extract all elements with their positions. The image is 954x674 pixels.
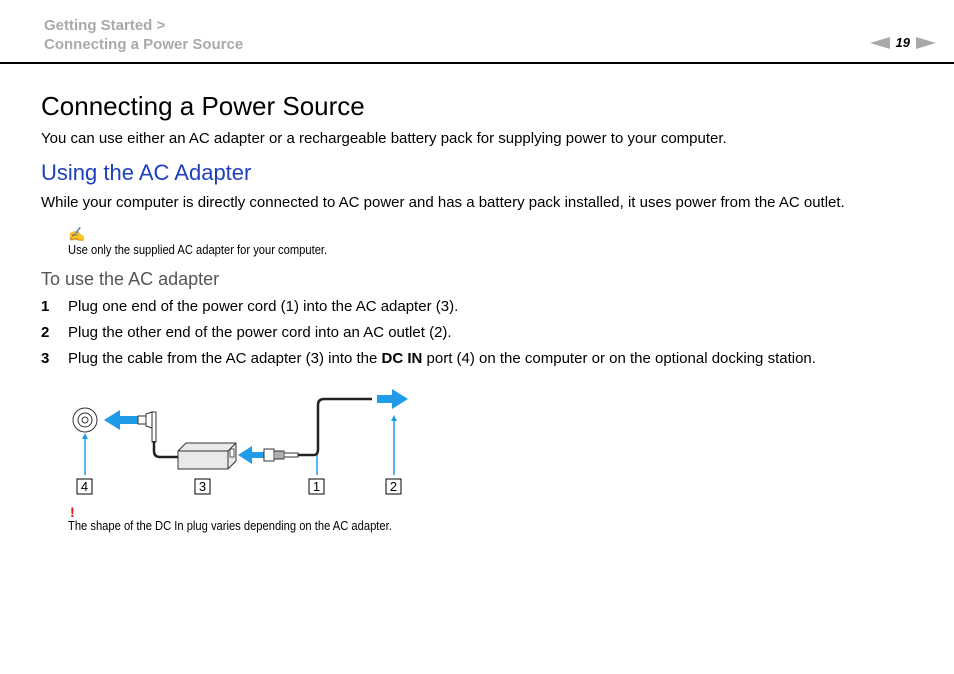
procedure-heading: To use the AC adapter: [41, 269, 220, 289]
dc-in-label: DC IN: [381, 350, 423, 367]
callout-ac-adapter: 3: [198, 479, 207, 494]
step-number: 1: [41, 298, 50, 315]
step-number: 3: [41, 350, 50, 367]
step-text: Plug the other end of the power cord into an AC outlet (2).: [68, 324, 452, 341]
next-page-icon[interactable]: [916, 37, 936, 49]
page-navigation: [870, 35, 936, 50]
intro-paragraph: You can use either an AC adapter or a rechargeable battery pack for supplying power to your computer.: [41, 130, 727, 147]
step-number: 2: [41, 324, 50, 341]
warning-text: The shape of the DC In plug varies depending on the AC adapter.: [68, 518, 392, 533]
note-text: Use only the supplied AC adapter for your computer.: [68, 242, 328, 257]
page-number: 19: [895, 35, 910, 50]
step-text: [68, 350, 816, 368]
power-cord-plug-icon: [264, 449, 298, 461]
callout-ac-outlet: 2: [389, 479, 398, 494]
section-paragraph: While your computer is directly connected to AC power and has a battery pack installed, it uses power from the AC outlet.: [41, 194, 845, 211]
ac-adapter-icon: [178, 443, 236, 469]
warning-icon: !: [70, 504, 75, 520]
step-text: Plug one end of the power cord (1) into the AC adapter (3).: [68, 298, 459, 315]
previous-page-icon[interactable]: [870, 37, 890, 49]
breadcrumb-current: Connecting a Power Source: [44, 36, 244, 53]
insert-arrow-icon: [104, 410, 138, 430]
step-text-part: port (4) on the computer or on the optional docking station.: [422, 350, 816, 367]
step-text-part: Plug the cable from the AC adapter (3) into the: [68, 350, 382, 367]
header-divider: [0, 62, 954, 64]
breadcrumb-parent: Getting Started >: [44, 17, 166, 34]
dc-plug-icon: [138, 412, 156, 442]
insert-arrow-icon: [238, 446, 264, 464]
ac-adapter-diagram: [60, 383, 420, 498]
page-title: Connecting a Power Source: [41, 91, 365, 121]
dc-in-port-icon: [73, 408, 97, 432]
outlet-arrow-icon: [377, 389, 408, 409]
callout-power-cord: 1: [312, 479, 321, 494]
callout-dc-in-port: 4: [80, 479, 89, 494]
section-heading: Using the AC Adapter: [41, 160, 252, 185]
note-pencil-icon: ✍: [68, 226, 86, 242]
